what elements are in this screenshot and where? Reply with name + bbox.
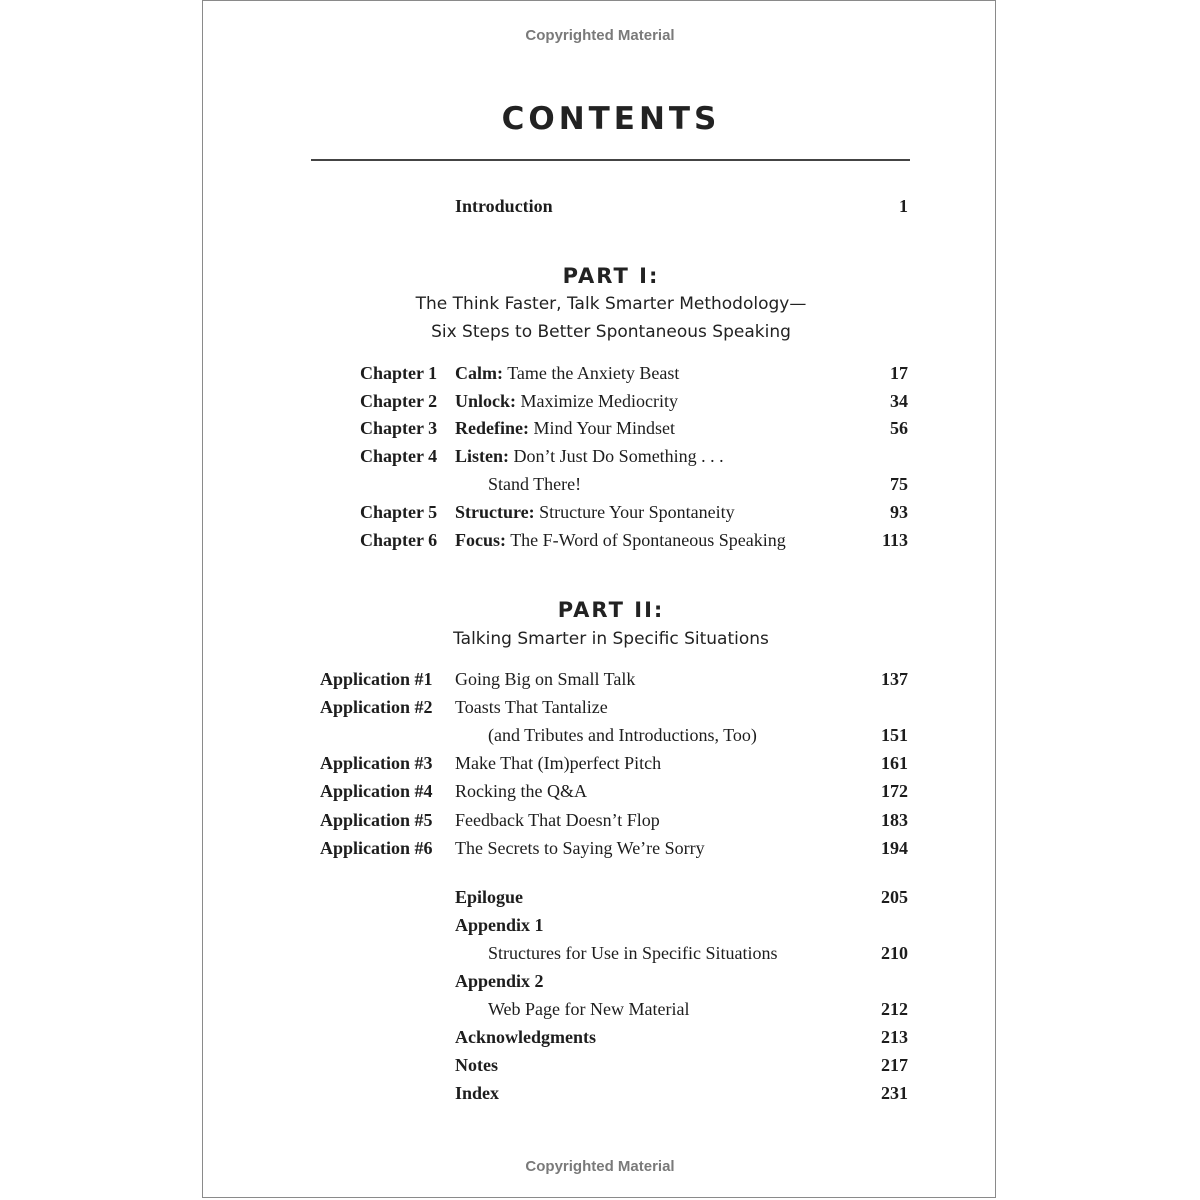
application-page: 151 [881,725,908,745]
toc-appendix2-label: Appendix 2 [455,971,544,991]
application-page: 137 [881,669,908,689]
chapter-title [455,391,678,412]
part1-subtitle-line2: Six Steps to Better Spontaneous Speaking [431,322,791,342]
toc-epilogue-label: Epilogue [455,887,524,907]
chapter-label: Chapter 1 [360,363,438,383]
chapter-keyword: Unlock: [455,391,517,411]
chapter-title-text: The F-Word of Spontaneous Speaking [510,530,786,550]
part2-subtitle: Talking Smarter in Specific Situations [453,629,769,649]
chapter-label: Chapter 4 [360,446,438,466]
application-title: Going Big on Small Talk [455,669,636,689]
chapter-page: 113 [881,530,908,550]
chapter-title-text: Mind Your Mindset [533,418,676,438]
chapter-title [455,530,786,551]
application-title: Toasts That Tantalize [455,697,608,717]
toc-introduction-label: Introduction [455,196,553,216]
toc-index-page: 231 [881,1083,908,1103]
header-copyright: Copyrighted Material [525,27,675,44]
toc-acknowledgments-page: 213 [881,1027,908,1047]
application-title-continuation: (and Tributes and Introductions, Too) [488,725,757,745]
application-label: Application #2 [320,697,433,717]
chapter-label: Chapter 6 [360,530,438,550]
application-title: The Secrets to Saying We’re Sorry [455,838,705,858]
toc-notes-page: 217 [881,1055,908,1075]
toc-notes-label: Notes [455,1055,498,1075]
chapter-title-text: Maximize Mediocrity [520,391,678,411]
application-page: 183 [881,810,908,830]
toc-appendix1-page: 210 [881,943,908,963]
chapter-keyword: Listen: [455,446,509,466]
chapter-page: 17 [890,363,908,383]
chapter-keyword: Redefine: [455,418,529,438]
application-title: Feedback That Doesn’t Flop [455,810,660,830]
chapter-label: Chapter 2 [360,391,438,411]
chapter-title-text: Don’t Just Do Something . . . [513,446,724,466]
application-page: 172 [881,781,908,801]
chapter-title-continuation: Stand There! [488,474,582,494]
chapter-label: Chapter 5 [360,502,438,522]
chapter-page: 75 [890,474,908,494]
toc-appendix1-label: Appendix 1 [455,915,544,935]
application-title: Rocking the Q&A [455,781,587,801]
footer-copyright: Copyrighted Material [525,1158,675,1175]
toc-appendix2-subtitle: Web Page for New Material [488,999,690,1019]
chapter-keyword: Structure: [455,502,535,522]
chapter-keyword: Calm: [455,363,503,383]
chapter-label: Chapter 3 [360,418,438,438]
page-title: CONTENTS [501,101,721,137]
chapter-title-text: Structure Your Spontaneity [539,502,735,522]
chapter-title [455,446,724,467]
part2-heading: PART II: [557,598,665,622]
chapter-page: 93 [890,502,908,522]
chapter-title [455,363,679,384]
application-title: Make That (Im)perfect Pitch [455,753,662,773]
toc-appendix1-subtitle: Structures for Use in Specific Situations [488,943,778,963]
part1-heading: PART I: [562,264,660,288]
chapter-title [455,502,735,523]
application-label: Application #5 [320,810,433,830]
chapter-page: 56 [890,418,908,438]
chapter-page: 34 [890,391,908,411]
chapter-keyword: Focus: [455,530,506,550]
toc-appendix2-page: 212 [881,999,908,1019]
title-rule [311,159,910,161]
chapter-title-text: Tame the Anxiety Beast [507,363,680,383]
toc-index-label: Index [455,1083,500,1103]
application-page: 161 [881,753,908,773]
chapter-title [455,418,675,439]
application-label: Application #4 [320,781,433,801]
application-label: Application #6 [320,838,433,858]
toc-introduction-page: 1 [899,196,908,216]
toc-epilogue-page: 205 [881,887,908,907]
application-page: 194 [881,838,908,858]
application-label: Application #1 [320,669,433,689]
application-label: Application #3 [320,753,433,773]
toc-acknowledgments-label: Acknowledgments [455,1027,597,1047]
part1-subtitle-line1: The Think Faster, Talk Smarter Methodology— [415,294,807,314]
